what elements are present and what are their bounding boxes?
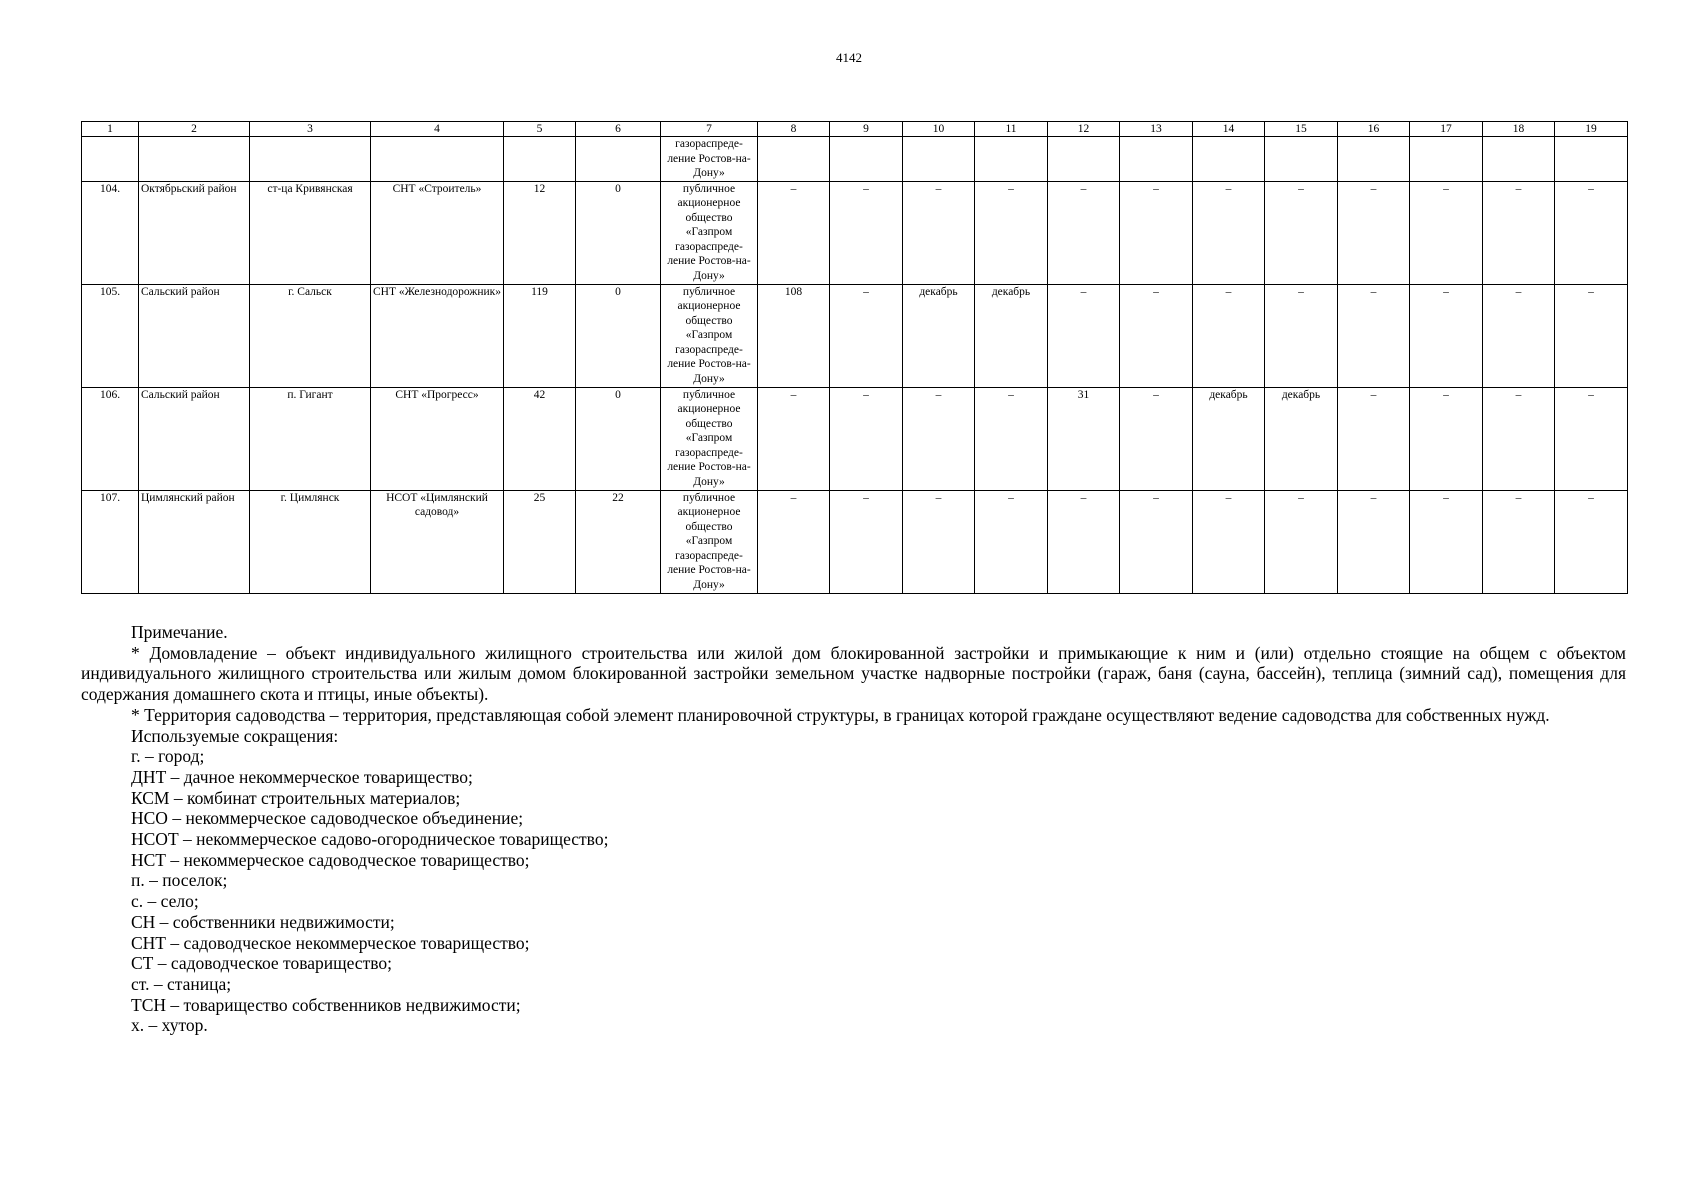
table-cell: Октябрьский район xyxy=(139,181,250,284)
notes-title: Примечание. xyxy=(131,622,228,642)
table-cell: декабрь xyxy=(903,284,975,387)
table-cell: – xyxy=(1120,490,1193,593)
column-header: 5 xyxy=(504,122,576,137)
table-cell: 0 xyxy=(576,387,661,490)
abbreviation-item: СН – собственники недвижимости; xyxy=(131,911,395,932)
abbreviation-item: ст. – станица; xyxy=(131,973,232,994)
table-cell: Цимлянский район xyxy=(139,490,250,593)
notes-section xyxy=(81,622,1626,1036)
table-cell: 12 xyxy=(504,181,576,284)
table-cell xyxy=(1410,137,1483,182)
table-cell: п. Гигант xyxy=(250,387,371,490)
column-header: 8 xyxy=(758,122,830,137)
column-header: 18 xyxy=(1483,122,1555,137)
table-cell xyxy=(371,137,504,182)
table-cell: – xyxy=(1555,387,1628,490)
table-cell: – xyxy=(830,284,903,387)
table-cell: – xyxy=(1265,490,1338,593)
column-header: 17 xyxy=(1410,122,1483,137)
table-cell xyxy=(1555,137,1628,182)
table-cell: – xyxy=(1410,284,1483,387)
note-household: * Домовладение – объект индивидуального жилищного строительства или жилой дом блокированной застройки и примыкающие к ним и (или) отдельно стоящие на общем с объектом индивидуального жилищного строительства или жилым домом блокированной застройки земельном участке надворные постройки (гараж, баня (сауна, бассейн), теплица (зимний сад), помещения для содержания домашнего скота и птицы, иные объекты). xyxy=(81,642,1626,705)
table-cell xyxy=(1048,137,1120,182)
table-cell: – xyxy=(1120,387,1193,490)
table-row xyxy=(82,181,1628,284)
abbreviation-item: НСО – некоммерческое садоводческое объединение; xyxy=(131,808,524,829)
table-cell: – xyxy=(1265,284,1338,387)
data-table xyxy=(81,121,1628,594)
table-cell: – xyxy=(903,387,975,490)
table-cell xyxy=(82,137,139,182)
table-cell: г. Сальск xyxy=(250,284,371,387)
table-cell: – xyxy=(830,181,903,284)
table-cell: – xyxy=(1338,181,1410,284)
table-cell: – xyxy=(1120,181,1193,284)
table-cell: – xyxy=(758,181,830,284)
table-row-continuation xyxy=(82,137,1628,182)
table-cell: – xyxy=(1483,284,1555,387)
table-cell: – xyxy=(903,181,975,284)
table-cell xyxy=(1483,137,1555,182)
table-cell: г. Цимлянск xyxy=(250,490,371,593)
table-cell: публичное акционерное общество «Газпром газораспреде-ление Ростов-на-Дону» xyxy=(661,181,758,284)
table-cell: 0 xyxy=(576,181,661,284)
abbreviations-title: Используемые сокращения: xyxy=(131,725,339,746)
table-cell xyxy=(250,137,371,182)
table-cell: – xyxy=(830,490,903,593)
table-cell: – xyxy=(1048,181,1120,284)
table-cell: публичное акционерное общество «Газпром газораспреде-ление Ростов-на-Дону» xyxy=(661,387,758,490)
table-cell: – xyxy=(1338,490,1410,593)
table-cell xyxy=(576,137,661,182)
table-cell: – xyxy=(1555,181,1628,284)
table-cell: публичное акционерное общество «Газпром газораспреде-ление Ростов-на-Дону» xyxy=(661,490,758,593)
table-cell: СНТ «Железнодорожник» xyxy=(371,284,504,387)
table-cell: – xyxy=(1193,490,1265,593)
table-cell: – xyxy=(758,490,830,593)
table-cell xyxy=(1193,137,1265,182)
table-cell: НСОТ «Цимлянский садовод» xyxy=(371,490,504,593)
table-cell: СНТ «Прогресс» xyxy=(371,387,504,490)
table-cell: 31 xyxy=(1048,387,1120,490)
table-cell: – xyxy=(975,490,1048,593)
table-cell xyxy=(830,137,903,182)
table-cell: – xyxy=(1120,284,1193,387)
abbreviation-item: с. – село; xyxy=(131,891,199,912)
table-cell: – xyxy=(1410,490,1483,593)
table-cell: 119 xyxy=(504,284,576,387)
column-header: 6 xyxy=(576,122,661,137)
column-header: 3 xyxy=(250,122,371,137)
table-cell xyxy=(975,137,1048,182)
table-row xyxy=(82,284,1628,387)
table-cell: – xyxy=(830,387,903,490)
table-cell: 0 xyxy=(576,284,661,387)
abbreviation-item: г. – город; xyxy=(131,746,205,767)
abbreviation-item: СТ – садоводческое товарищество; xyxy=(131,953,392,974)
column-header: 4 xyxy=(371,122,504,137)
table-cell: декабрь xyxy=(1265,387,1338,490)
table-cell: – xyxy=(1338,387,1410,490)
table-cell: декабрь xyxy=(1193,387,1265,490)
table-cell: Сальский район xyxy=(139,387,250,490)
column-header: 16 xyxy=(1338,122,1410,137)
note-gardening-territory: * Территория садоводства – территория, представляющая собой элемент планировочной структуры, в границах которой граждане осуществляют ведение садоводства для собственных нужд. xyxy=(131,704,1550,725)
column-header: 7 xyxy=(661,122,758,137)
table-cell xyxy=(1338,137,1410,182)
table-cell: – xyxy=(758,387,830,490)
table-cell xyxy=(1120,137,1193,182)
table-cell: 104. xyxy=(82,181,139,284)
table-header-row xyxy=(82,122,1628,137)
abbreviation-item: п. – поселок; xyxy=(131,870,228,891)
column-header: 15 xyxy=(1265,122,1338,137)
column-header: 11 xyxy=(975,122,1048,137)
abbreviation-item: ДНТ – дачное некоммерческое товарищество; xyxy=(131,766,473,787)
column-header: 14 xyxy=(1193,122,1265,137)
column-header: 9 xyxy=(830,122,903,137)
table-cell: 42 xyxy=(504,387,576,490)
table-cell: СНТ «Строитель» xyxy=(371,181,504,284)
column-header: 12 xyxy=(1048,122,1120,137)
table-cell: – xyxy=(1265,181,1338,284)
abbreviation-item: ТСН – товарищество собственников недвижимости; xyxy=(131,994,521,1015)
table-cell: ст-ца Кривянская xyxy=(250,181,371,284)
table-cell xyxy=(903,137,975,182)
table-cell: – xyxy=(1410,181,1483,284)
column-header: 2 xyxy=(139,122,250,137)
abbreviation-item: НСОТ – некоммерческое садово-огородническое товарищество; xyxy=(131,829,609,850)
column-header: 19 xyxy=(1555,122,1628,137)
table-cell xyxy=(758,137,830,182)
table-cell: – xyxy=(1483,387,1555,490)
table-cell xyxy=(139,137,250,182)
table-cell: – xyxy=(1410,387,1483,490)
table-cell: – xyxy=(1555,490,1628,593)
column-header: 10 xyxy=(903,122,975,137)
abbreviation-item: х. – хутор. xyxy=(131,1015,208,1036)
abbreviation-item: НСТ – некоммерческое садоводческое товарищество; xyxy=(131,849,530,870)
table-cell: газораспреде-ление Ростов-на-Дону» xyxy=(661,137,758,182)
abbreviation-item: КСМ – комбинат строительных материалов; xyxy=(131,787,461,808)
table-cell xyxy=(1265,137,1338,182)
column-header: 13 xyxy=(1120,122,1193,137)
table-cell: – xyxy=(1048,490,1120,593)
table-cell: – xyxy=(1338,284,1410,387)
table-cell: – xyxy=(1193,284,1265,387)
table-cell: – xyxy=(975,181,1048,284)
abbreviation-item: СНТ – садоводческое некоммерческое товарищество; xyxy=(131,932,530,953)
table-cell: 25 xyxy=(504,490,576,593)
table-cell: – xyxy=(1483,181,1555,284)
table-cell: – xyxy=(975,387,1048,490)
column-header: 1 xyxy=(82,122,139,137)
table-cell: – xyxy=(1048,284,1120,387)
table-cell: 108 xyxy=(758,284,830,387)
table-row xyxy=(82,387,1628,490)
table-cell xyxy=(504,137,576,182)
table-cell: – xyxy=(903,490,975,593)
table-cell: – xyxy=(1555,284,1628,387)
table-cell: Сальский район xyxy=(139,284,250,387)
table-cell: – xyxy=(1483,490,1555,593)
table-cell: 106. xyxy=(82,387,139,490)
table-cell: публичное акционерное общество «Газпром газораспреде-ление Ростов-на-Дону» xyxy=(661,284,758,387)
table-cell: декабрь xyxy=(975,284,1048,387)
table-row xyxy=(82,490,1628,593)
table-cell: – xyxy=(1193,181,1265,284)
table-cell: 22 xyxy=(576,490,661,593)
table-cell: 107. xyxy=(82,490,139,593)
page-number: 4142 xyxy=(836,50,862,65)
table-cell: 105. xyxy=(82,284,139,387)
